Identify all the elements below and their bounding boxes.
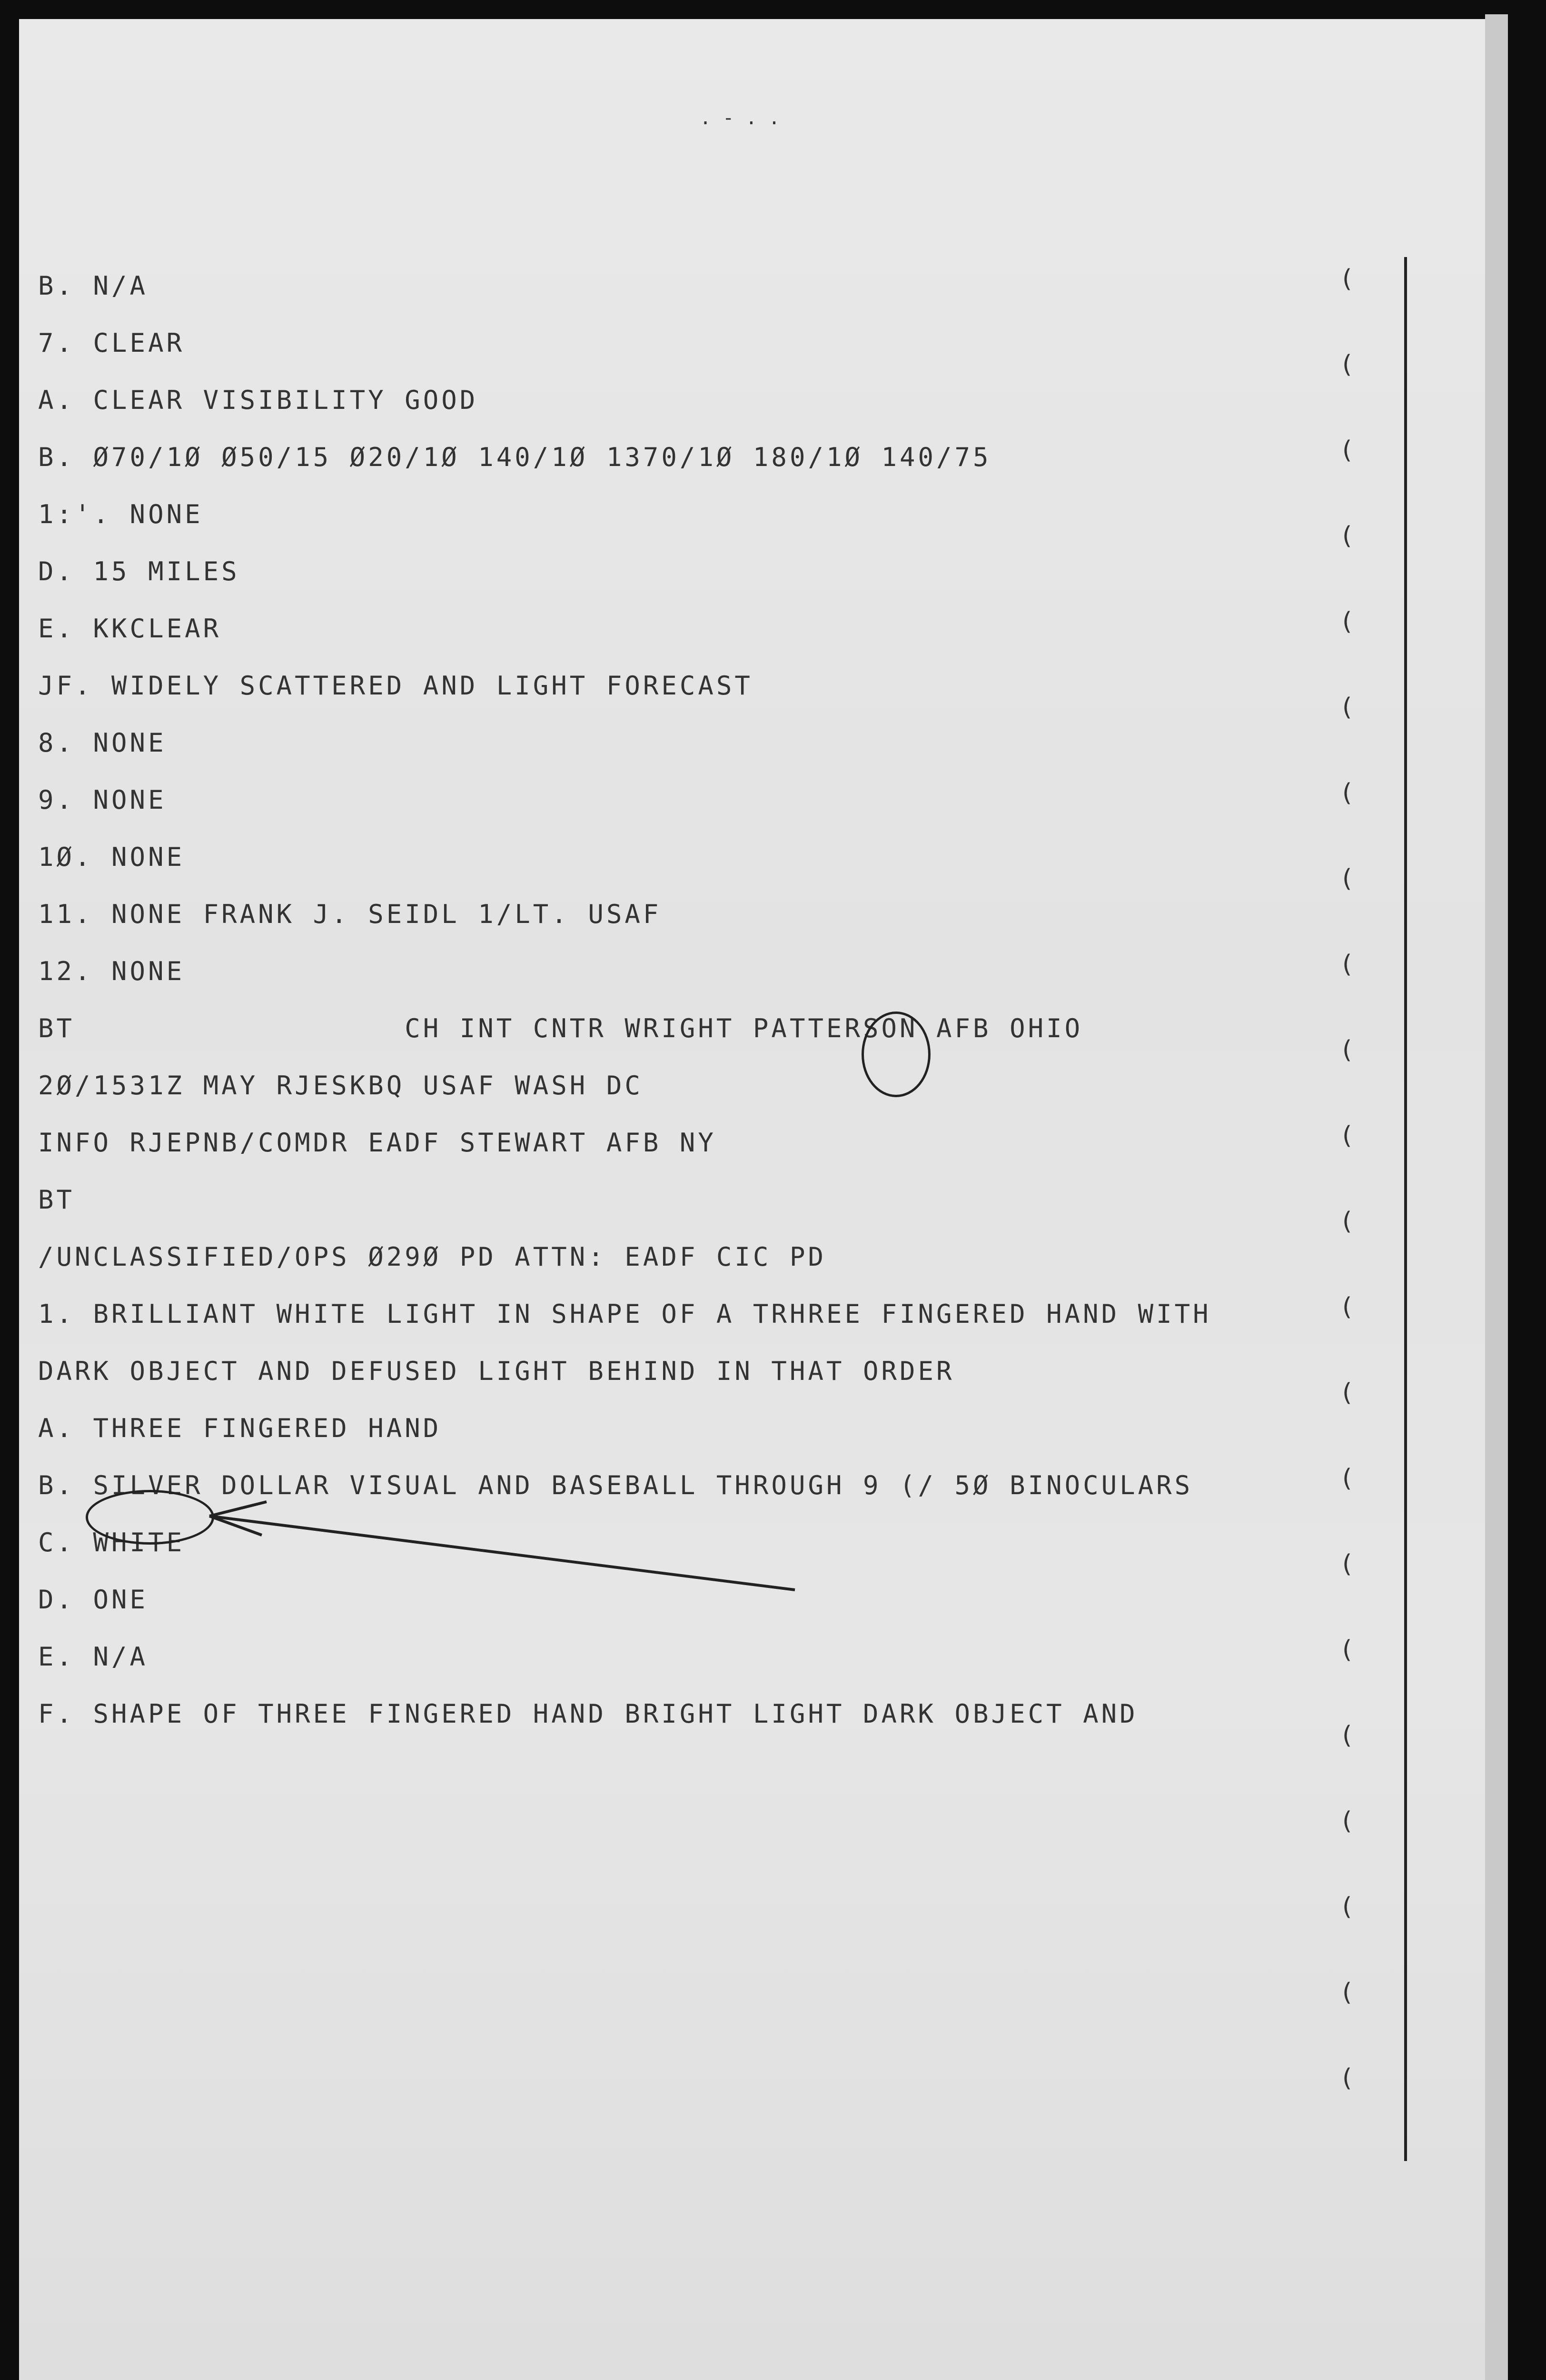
handwritten-circle-mark	[862, 1012, 931, 1097]
punch-hole-icon: (	[1342, 350, 1352, 379]
text-line: 1:'. NONE	[38, 499, 203, 529]
text-line: 9. NONE	[38, 785, 167, 815]
punch-hole-icon: (	[1342, 2064, 1352, 2092]
text-line: 11. NONE FRANK J. SEIDL 1/LT. USAF	[38, 899, 662, 929]
punch-hole-icon: (	[1342, 436, 1352, 465]
punch-hole-icon: (	[1342, 1550, 1352, 1578]
punch-hole-icon: (	[1342, 1293, 1352, 1321]
top-mark: . - . .	[700, 107, 780, 129]
text-line: 7. CLEAR	[38, 328, 185, 358]
punch-hole-icon: (	[1342, 779, 1352, 807]
text-line: /UNCLASSIFIED/OPS Ø29Ø PD ATTN: EADF CIC PD	[38, 1242, 826, 1272]
handwritten-arrow-icon	[205, 1495, 814, 1599]
text-line: BT	[38, 1185, 75, 1215]
margin-holes	[1342, 267, 1371, 2152]
text-line: DARK OBJECT AND DEFUSED LIGHT BEHIND IN THAT ORDER	[38, 1356, 955, 1386]
text-line: BT CH INT CNTR WRIGHT PATTERSON AFB OHIO	[38, 1013, 1083, 1043]
text-line: B. SILVER DOLLAR VISUAL AND BASEBALL THROUGH 9 (/ 5Ø BINOCULARS	[38, 1470, 1193, 1500]
text-line: 8. NONE	[38, 728, 167, 758]
text-line: D. 15 MILES	[38, 556, 240, 586]
paper-edge	[1485, 14, 1508, 2380]
punch-hole-icon: (	[1342, 1378, 1352, 1407]
punch-hole-icon: (	[1342, 950, 1352, 979]
punch-hole-icon: (	[1342, 864, 1352, 893]
text-line: B. N/A	[38, 271, 149, 301]
text-line: E. N/A	[38, 1642, 149, 1672]
punch-hole-icon: (	[1342, 1978, 1352, 2007]
text-line: 2Ø/1531Z MAY RJESKBQ USAF WASH DC	[38, 1071, 643, 1101]
punch-hole-icon: (	[1342, 1893, 1352, 1921]
text-line: F. SHAPE OF THREE FINGERED HAND BRIGHT LIGHT DARK OBJECT AND	[38, 1699, 1138, 1729]
text-line: C. WHITE	[38, 1527, 185, 1557]
text-line: D. ONE	[38, 1585, 149, 1615]
text-line: 12. NONE	[38, 956, 185, 986]
text-line: B. Ø70/1Ø Ø50/15 Ø20/1Ø 140/1Ø 1370/1Ø 180/1Ø 140/75	[38, 442, 991, 472]
punch-hole-icon: (	[1342, 1636, 1352, 1664]
text-line: 1. BRILLIANT WHITE LIGHT IN SHAPE OF A TRHREE FINGERED HAND WITH	[38, 1299, 1211, 1329]
punch-hole-icon: (	[1342, 1121, 1352, 1150]
punch-hole-icon: (	[1342, 693, 1352, 722]
text-line: A. CLEAR VISIBILITY GOOD	[38, 385, 478, 415]
punch-hole-icon: (	[1342, 1807, 1352, 1835]
punch-hole-icon: (	[1342, 1207, 1352, 1236]
punch-hole-icon: (	[1342, 265, 1352, 293]
text-line: E. KKCLEAR	[38, 614, 222, 644]
punch-hole-icon: (	[1342, 522, 1352, 550]
margin-rule	[1404, 257, 1407, 2161]
punch-hole-icon: (	[1342, 1464, 1352, 1493]
text-line: 1Ø. NONE	[38, 842, 185, 872]
text-line: A. THREE FINGERED HAND	[38, 1413, 442, 1443]
punch-hole-icon: (	[1342, 1721, 1352, 1750]
text-line: INFO RJEPNB/COMDR EADF STEWART AFB NY	[38, 1128, 716, 1158]
handwritten-circle-white	[86, 1490, 214, 1545]
punch-hole-icon: (	[1342, 1036, 1352, 1064]
text-line: JF. WIDELY SCATTERED AND LIGHT FORECAST	[38, 671, 753, 701]
punch-hole-icon: (	[1342, 607, 1352, 636]
